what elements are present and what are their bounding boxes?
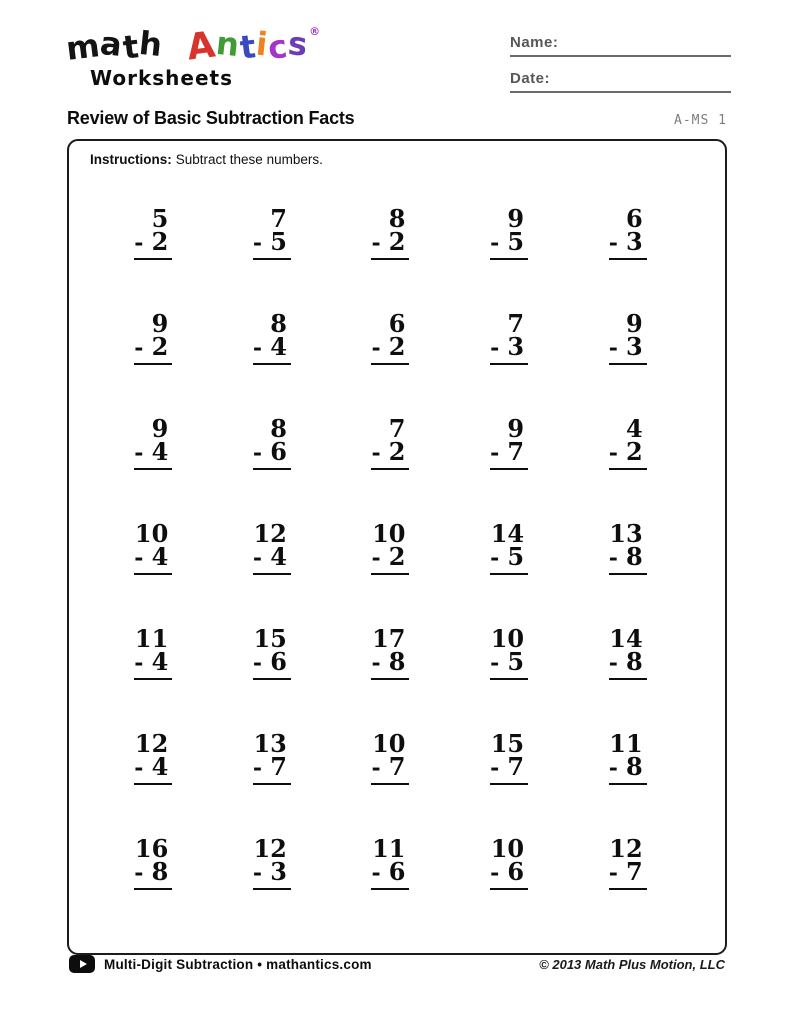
minus-sign: - — [608, 860, 618, 886]
minus-sign: - — [252, 755, 263, 781]
answer-line — [371, 573, 409, 575]
answer-line — [490, 573, 528, 575]
minus-sign: - — [490, 545, 500, 571]
subtrahend: 2 — [388, 227, 406, 256]
subtrahend: 5 — [507, 647, 525, 676]
minuend: 8 — [388, 204, 406, 233]
subtraction-problem — [371, 519, 409, 627]
subtrahend-row — [490, 647, 528, 676]
answer-line — [253, 468, 291, 470]
subtraction-problem — [608, 729, 647, 837]
subtraction-problem — [371, 729, 409, 837]
minuend: 7 — [507, 309, 525, 338]
minuend: 11 — [134, 624, 169, 653]
answer-line — [134, 678, 172, 680]
minuend: 17 — [372, 624, 406, 653]
answer-line — [490, 468, 528, 470]
subtraction-problem — [371, 414, 409, 522]
subtrahend-row — [252, 227, 291, 256]
answer-line — [490, 783, 528, 785]
subtrahend-row — [490, 542, 528, 571]
subtraction-problem — [134, 729, 172, 837]
subtraction-problem — [490, 834, 528, 942]
subtrahend: 4 — [151, 437, 169, 466]
subtraction-problem — [134, 834, 172, 942]
subtrahend: 8 — [151, 857, 169, 886]
logo-letter: i — [254, 24, 271, 64]
minus-sign: - — [371, 545, 381, 571]
minuend: 10 — [134, 519, 169, 548]
minus-sign: - — [134, 860, 144, 886]
answer-line — [371, 888, 409, 890]
subtraction-problem — [608, 204, 647, 312]
subtrahend-row — [134, 227, 172, 256]
subtrahend: 8 — [388, 647, 406, 676]
minuend: 11 — [372, 834, 406, 863]
subtrahend: 7 — [507, 437, 525, 466]
page-title: Review of Basic Subtraction Facts — [67, 108, 355, 128]
subtrahend: 2 — [388, 542, 406, 571]
minus-sign: - — [490, 440, 500, 466]
minuend: 4 — [625, 414, 643, 443]
answer-line — [253, 888, 291, 890]
subtrahend: 6 — [270, 437, 287, 466]
minus-sign: - — [608, 230, 618, 256]
subtrahend-row — [608, 542, 647, 571]
minus-sign: - — [608, 755, 618, 781]
subtraction-problem — [608, 624, 647, 732]
subtrahend-row — [371, 437, 409, 466]
logo-letter: t — [237, 27, 259, 67]
subtrahend: 3 — [507, 332, 525, 361]
subtrahend-row — [608, 647, 647, 676]
minuend: 6 — [625, 204, 643, 233]
minus-sign: - — [608, 440, 618, 466]
logo-letter: m — [63, 26, 103, 68]
answer-line — [253, 783, 291, 785]
subtrahend: 2 — [388, 437, 406, 466]
logo-word-antics — [184, 23, 311, 69]
play-icon — [69, 955, 95, 973]
subtrahend: 2 — [151, 332, 169, 361]
answer-line — [253, 363, 291, 365]
minuend: 13 — [253, 729, 287, 758]
answer-line — [609, 783, 647, 785]
answer-line — [371, 258, 409, 260]
subtrahend: 3 — [270, 857, 287, 886]
minus-sign: - — [490, 230, 500, 256]
subtrahend: 3 — [625, 332, 643, 361]
subtrahend: 6 — [388, 857, 406, 886]
minuend: 13 — [609, 519, 643, 548]
logo-letter: s — [286, 24, 311, 64]
subtrahend-row — [371, 857, 409, 886]
minus-sign: - — [252, 650, 263, 676]
answer-line — [490, 258, 528, 260]
subtraction-problem — [252, 414, 291, 522]
answer-line — [609, 678, 647, 680]
minuend: 9 — [151, 414, 169, 443]
logo-wordmark — [63, 23, 322, 69]
minuend: 9 — [507, 414, 525, 443]
answer-line — [490, 678, 528, 680]
logo-letter: t — [120, 27, 142, 67]
minuend: 10 — [372, 729, 406, 758]
minuend: 16 — [134, 834, 169, 863]
minuend: 9 — [151, 309, 169, 338]
subtrahend: 4 — [270, 542, 287, 571]
subtrahend-row — [608, 227, 647, 256]
subtraction-problem — [134, 204, 172, 312]
answer-line — [134, 468, 172, 470]
subtrahend-row — [490, 857, 528, 886]
minuend: 12 — [253, 834, 287, 863]
worksheet-box — [67, 139, 727, 955]
subtrahend-row — [252, 437, 291, 466]
answer-line — [371, 678, 409, 680]
copyright: © 2013 Math Plus Motion, LLC — [539, 957, 725, 972]
answer-line — [609, 258, 647, 260]
minuend: 6 — [388, 309, 406, 338]
worksheet-code: A-MS 1 — [674, 113, 727, 128]
minus-sign: - — [608, 335, 618, 361]
logo-subtitle: Worksheets — [90, 66, 233, 90]
minus-sign: - — [490, 755, 500, 781]
minus-sign: - — [371, 755, 381, 781]
subtraction-problem — [608, 309, 647, 417]
subtraction-problem — [371, 309, 409, 417]
subtrahend: 8 — [625, 752, 643, 781]
answer-line — [134, 363, 172, 365]
subtrahend: 4 — [151, 647, 169, 676]
minus-sign: - — [134, 440, 144, 466]
subtrahend-row — [134, 542, 172, 571]
subtrahend: 5 — [507, 542, 525, 571]
logo-letter: A — [184, 24, 219, 69]
minuend: 5 — [151, 204, 169, 233]
subtrahend: 4 — [151, 752, 169, 781]
answer-line — [253, 258, 291, 260]
subtrahend-row — [371, 647, 409, 676]
subtraction-problem — [134, 309, 172, 417]
minuend: 10 — [490, 834, 525, 863]
minus-sign: - — [134, 230, 144, 256]
minuend: 9 — [625, 309, 643, 338]
minuend: 9 — [507, 204, 525, 233]
minuend: 15 — [253, 624, 287, 653]
subtrahend: 5 — [270, 227, 287, 256]
subtraction-problem — [252, 729, 291, 837]
answer-line — [609, 888, 647, 890]
answer-line — [134, 573, 172, 575]
logo-letter: n — [214, 23, 242, 65]
subtrahend: 7 — [388, 752, 406, 781]
minus-sign: - — [371, 230, 381, 256]
subtraction-problem — [252, 204, 291, 312]
minuend: 8 — [270, 309, 287, 338]
minus-sign: - — [490, 650, 500, 676]
subtrahend-row — [371, 332, 409, 361]
subtrahend-row — [252, 332, 291, 361]
minus-sign: - — [252, 335, 263, 361]
subtrahend: 8 — [625, 647, 643, 676]
subtrahend-row — [252, 542, 291, 571]
subtraction-problem — [490, 309, 528, 417]
subtrahend-row — [490, 437, 528, 466]
subtraction-problem — [490, 414, 528, 522]
answer-line — [490, 363, 528, 365]
subtrahend: 4 — [151, 542, 169, 571]
subtraction-problem — [490, 519, 528, 627]
logo-letter: c — [265, 26, 291, 68]
subtraction-problem — [252, 834, 291, 942]
subtrahend: 7 — [507, 752, 525, 781]
instructions-label: Instructions: — [90, 152, 172, 167]
subtraction-problem — [490, 729, 528, 837]
minuend: 10 — [490, 624, 525, 653]
subtraction-problem — [371, 834, 409, 942]
answer-line — [609, 468, 647, 470]
subtrahend-row — [371, 227, 409, 256]
minuend: 7 — [388, 414, 406, 443]
minus-sign: - — [252, 440, 263, 466]
name-field-line — [510, 34, 731, 57]
math-antics-logo — [63, 23, 322, 90]
subtraction-problem — [608, 519, 647, 627]
subtrahend-row — [134, 437, 172, 466]
minus-sign: - — [608, 650, 618, 676]
minuend: 10 — [372, 519, 406, 548]
subtrahend: 6 — [507, 857, 525, 886]
answer-line — [134, 783, 172, 785]
name-label: Name: — [510, 34, 559, 51]
answer-line — [371, 363, 409, 365]
logo-letter: a — [98, 23, 126, 65]
answer-line — [371, 468, 409, 470]
minus-sign: - — [252, 230, 263, 256]
subtrahend-row — [608, 437, 647, 466]
answer-line — [134, 888, 172, 890]
subtrahend: 4 — [270, 332, 287, 361]
subtrahend-row — [252, 857, 291, 886]
minuend: 8 — [270, 414, 287, 443]
instructions-text: Subtract these numbers. — [175, 152, 323, 167]
subtrahend-row — [134, 332, 172, 361]
subtraction-problem — [371, 204, 409, 312]
subtrahend: 2 — [388, 332, 406, 361]
answer-line — [490, 888, 528, 890]
minus-sign: - — [371, 440, 381, 466]
answer-line — [609, 573, 647, 575]
minuend: 14 — [609, 624, 643, 653]
subtraction-problem — [134, 624, 172, 732]
registered-mark: ® — [309, 25, 322, 38]
subtrahend-row — [371, 752, 409, 781]
minus-sign: - — [371, 650, 381, 676]
subtraction-problem — [252, 624, 291, 732]
subtrahend: 6 — [270, 647, 287, 676]
date-label: Date: — [510, 70, 551, 87]
header-fields — [510, 34, 731, 106]
date-field-line — [510, 70, 731, 93]
subtrahend-row — [490, 332, 528, 361]
problems-grid — [94, 204, 687, 942]
subtraction-problem — [608, 414, 647, 522]
subtrahend-row — [608, 752, 647, 781]
subtrahend-row — [608, 857, 647, 886]
subtraction-problem — [252, 309, 291, 417]
answer-line — [371, 783, 409, 785]
footer-video-line — [69, 955, 372, 973]
subtrahend: 7 — [625, 857, 643, 886]
minuend: 12 — [134, 729, 169, 758]
subtrahend-row — [134, 857, 172, 886]
subtrahend-row — [371, 542, 409, 571]
minus-sign: - — [252, 860, 263, 886]
subtrahend-row — [134, 752, 172, 781]
subtrahend-row — [134, 647, 172, 676]
subtrahend: 2 — [151, 227, 169, 256]
subtrahend-row — [490, 752, 528, 781]
minuend: 12 — [253, 519, 287, 548]
minus-sign: - — [134, 335, 144, 361]
subtraction-problem — [490, 624, 528, 732]
subtrahend: 2 — [625, 437, 643, 466]
answer-line — [134, 258, 172, 260]
subtraction-problem — [371, 624, 409, 732]
title-bar — [67, 108, 727, 129]
minuend: 14 — [490, 519, 525, 548]
subtrahend-row — [252, 647, 291, 676]
answer-line — [253, 573, 291, 575]
subtrahend-row — [608, 332, 647, 361]
minus-sign: - — [371, 860, 381, 886]
minuend: 11 — [609, 729, 643, 758]
footer-video-label: Multi-Digit Subtraction • mathantics.com — [104, 956, 372, 972]
minus-sign: - — [490, 335, 500, 361]
subtrahend-row — [490, 227, 528, 256]
minus-sign: - — [371, 335, 381, 361]
minuend: 15 — [490, 729, 525, 758]
minus-sign: - — [608, 545, 618, 571]
answer-line — [253, 678, 291, 680]
subtraction-problem — [134, 414, 172, 522]
subtrahend: 3 — [625, 227, 643, 256]
minuend: 7 — [270, 204, 287, 233]
subtraction-problem — [134, 519, 172, 627]
play-triangle — [80, 960, 87, 968]
subtrahend: 8 — [625, 542, 643, 571]
minus-sign: - — [490, 860, 500, 886]
subtrahend-row — [252, 752, 291, 781]
subtraction-problem — [490, 204, 528, 312]
minus-sign: - — [134, 755, 144, 781]
minus-sign: - — [252, 545, 263, 571]
instructions — [90, 152, 725, 167]
minuend: 12 — [609, 834, 643, 863]
answer-line — [609, 363, 647, 365]
logo-word-math — [63, 23, 166, 68]
logo-letter: h — [137, 23, 166, 65]
subtraction-problem — [608, 834, 647, 942]
minus-sign: - — [134, 650, 144, 676]
subtraction-problem — [252, 519, 291, 627]
subtrahend: 5 — [507, 227, 525, 256]
subtrahend: 7 — [270, 752, 287, 781]
minus-sign: - — [134, 545, 144, 571]
